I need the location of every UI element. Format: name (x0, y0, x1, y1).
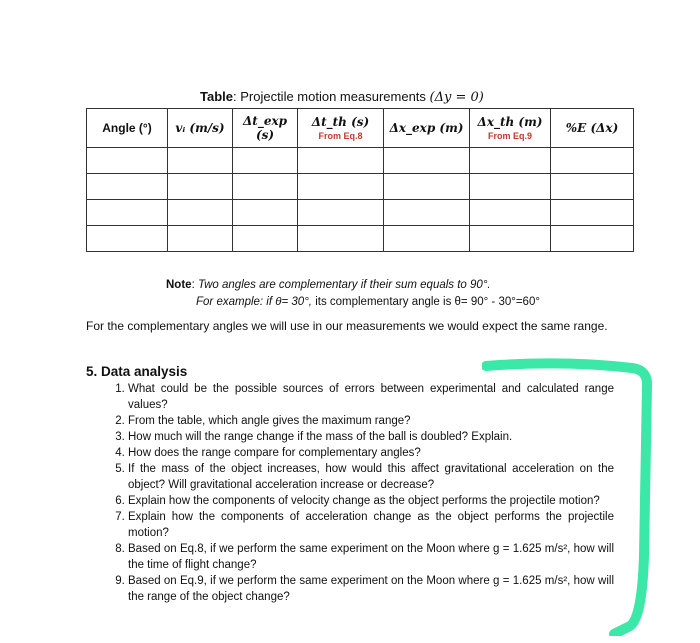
table-cell[interactable] (470, 226, 551, 252)
table-cell[interactable] (298, 174, 384, 200)
table-cell[interactable] (384, 200, 470, 226)
table-cell[interactable] (470, 200, 551, 226)
table-cell[interactable] (384, 226, 470, 252)
header-tth-label: Δt_th (s) (311, 115, 370, 129)
table-cell[interactable] (470, 174, 551, 200)
table-cell[interactable] (87, 174, 168, 200)
table-cell[interactable] (168, 226, 233, 252)
header-tth (298, 109, 384, 148)
header-velocity-label: vᵢ (m/s) (175, 121, 225, 135)
note-definition: Two angles are complementary if their sum equals to 90°. (197, 279, 491, 291)
table-cell[interactable] (551, 174, 634, 200)
bracket-stroke (486, 363, 647, 634)
header-angle-label: Angle (°) (102, 121, 152, 135)
table-row (87, 174, 634, 200)
header-tth-source: From Eq.8 (318, 131, 363, 141)
table-body (87, 148, 634, 252)
table-cell[interactable] (168, 174, 233, 200)
highlight-bracket-annotation (482, 356, 654, 636)
section-heading: 5. Data analysis (86, 364, 188, 379)
note-label: Note (166, 279, 192, 291)
table-cell[interactable] (233, 148, 298, 174)
list-item: 8. Based on Eq.8, if we perform the same experiment on the Moon where g = 1.625 m/s², how will the time of flight change? (128, 541, 614, 573)
list-item: 4. How does the range compare for complementary angles? (128, 445, 614, 461)
table-cell[interactable] (233, 226, 298, 252)
list-item: 6. Explain how the components of velocity change as the object performs the projectile motion? (128, 493, 614, 509)
table-row (87, 148, 634, 174)
header-xth (470, 109, 551, 148)
header-angle (87, 109, 168, 148)
table-cell[interactable] (298, 148, 384, 174)
header-xexp-label: Δx_exp (m) (389, 121, 464, 135)
header-error (551, 109, 634, 148)
header-xth-source: From Eq.9 (487, 131, 532, 141)
table-cell[interactable] (87, 226, 168, 252)
header-velocity (168, 109, 233, 148)
table-cell[interactable] (168, 200, 233, 226)
header-xth-label: Δx_th (m) (477, 115, 543, 129)
table-cell[interactable] (470, 148, 551, 174)
table-cell[interactable] (298, 226, 384, 252)
list-item: 5. If the mass of the object increases, how would this affect gravitational acceleration on the object? Will gravitational acceleration increase or decrease? (128, 461, 614, 493)
table-row (87, 226, 634, 252)
header-xexp (384, 109, 470, 148)
table-cell[interactable] (551, 148, 634, 174)
list-item: 7. Explain how the components of acceleration change as the object performs the projectile motion? (128, 509, 614, 541)
table-cell[interactable] (384, 174, 470, 200)
note-block (166, 277, 540, 311)
note-line-1: Note: Two angles are complementary if their sum equals to 90°. (166, 279, 491, 291)
table-row (87, 200, 634, 226)
note-line-2 (166, 294, 540, 311)
caption-label: Table (200, 89, 233, 104)
list-item: 9. Based on Eq.9, if we perform the same experiment on the Moon where g = 1.625 m/s², how will the range of the object change? (128, 573, 614, 605)
caption-math: (Δy = 0) (429, 90, 484, 105)
table-cell[interactable] (87, 148, 168, 174)
header-texp (233, 109, 298, 148)
table-header-row (87, 109, 634, 148)
list-item: 3. How much will the range change if the mass of the ball is doubled? Explain. (128, 429, 614, 445)
table-cell[interactable] (384, 148, 470, 174)
table-cell[interactable] (298, 200, 384, 226)
header-texp-label: Δt_exp (s) (242, 114, 288, 142)
table-cell[interactable] (551, 200, 634, 226)
list-item: 2. From the table, which angle gives the maximum range? (128, 413, 614, 429)
table-cell[interactable] (233, 174, 298, 200)
caption-text: : Projectile motion measurements (233, 89, 426, 104)
header-error-label: %E (Δx) (565, 121, 619, 135)
table-cell[interactable] (168, 148, 233, 174)
measurements-table (86, 108, 634, 252)
list-item: 1. What could be the possible sources of errors between experimental and calculated range values? (128, 381, 614, 413)
note-example: For example: if θ= 30°, (196, 296, 312, 308)
table-caption (200, 89, 484, 105)
note-example-rest: its complementary angle is θ= 90° - 30°=60° (315, 296, 540, 308)
complementary-paragraph: For the complementary angles we will use in our measurements we would expect the same range. (86, 319, 608, 333)
table-cell[interactable] (233, 200, 298, 226)
table-cell[interactable] (87, 200, 168, 226)
table-cell[interactable] (551, 226, 634, 252)
